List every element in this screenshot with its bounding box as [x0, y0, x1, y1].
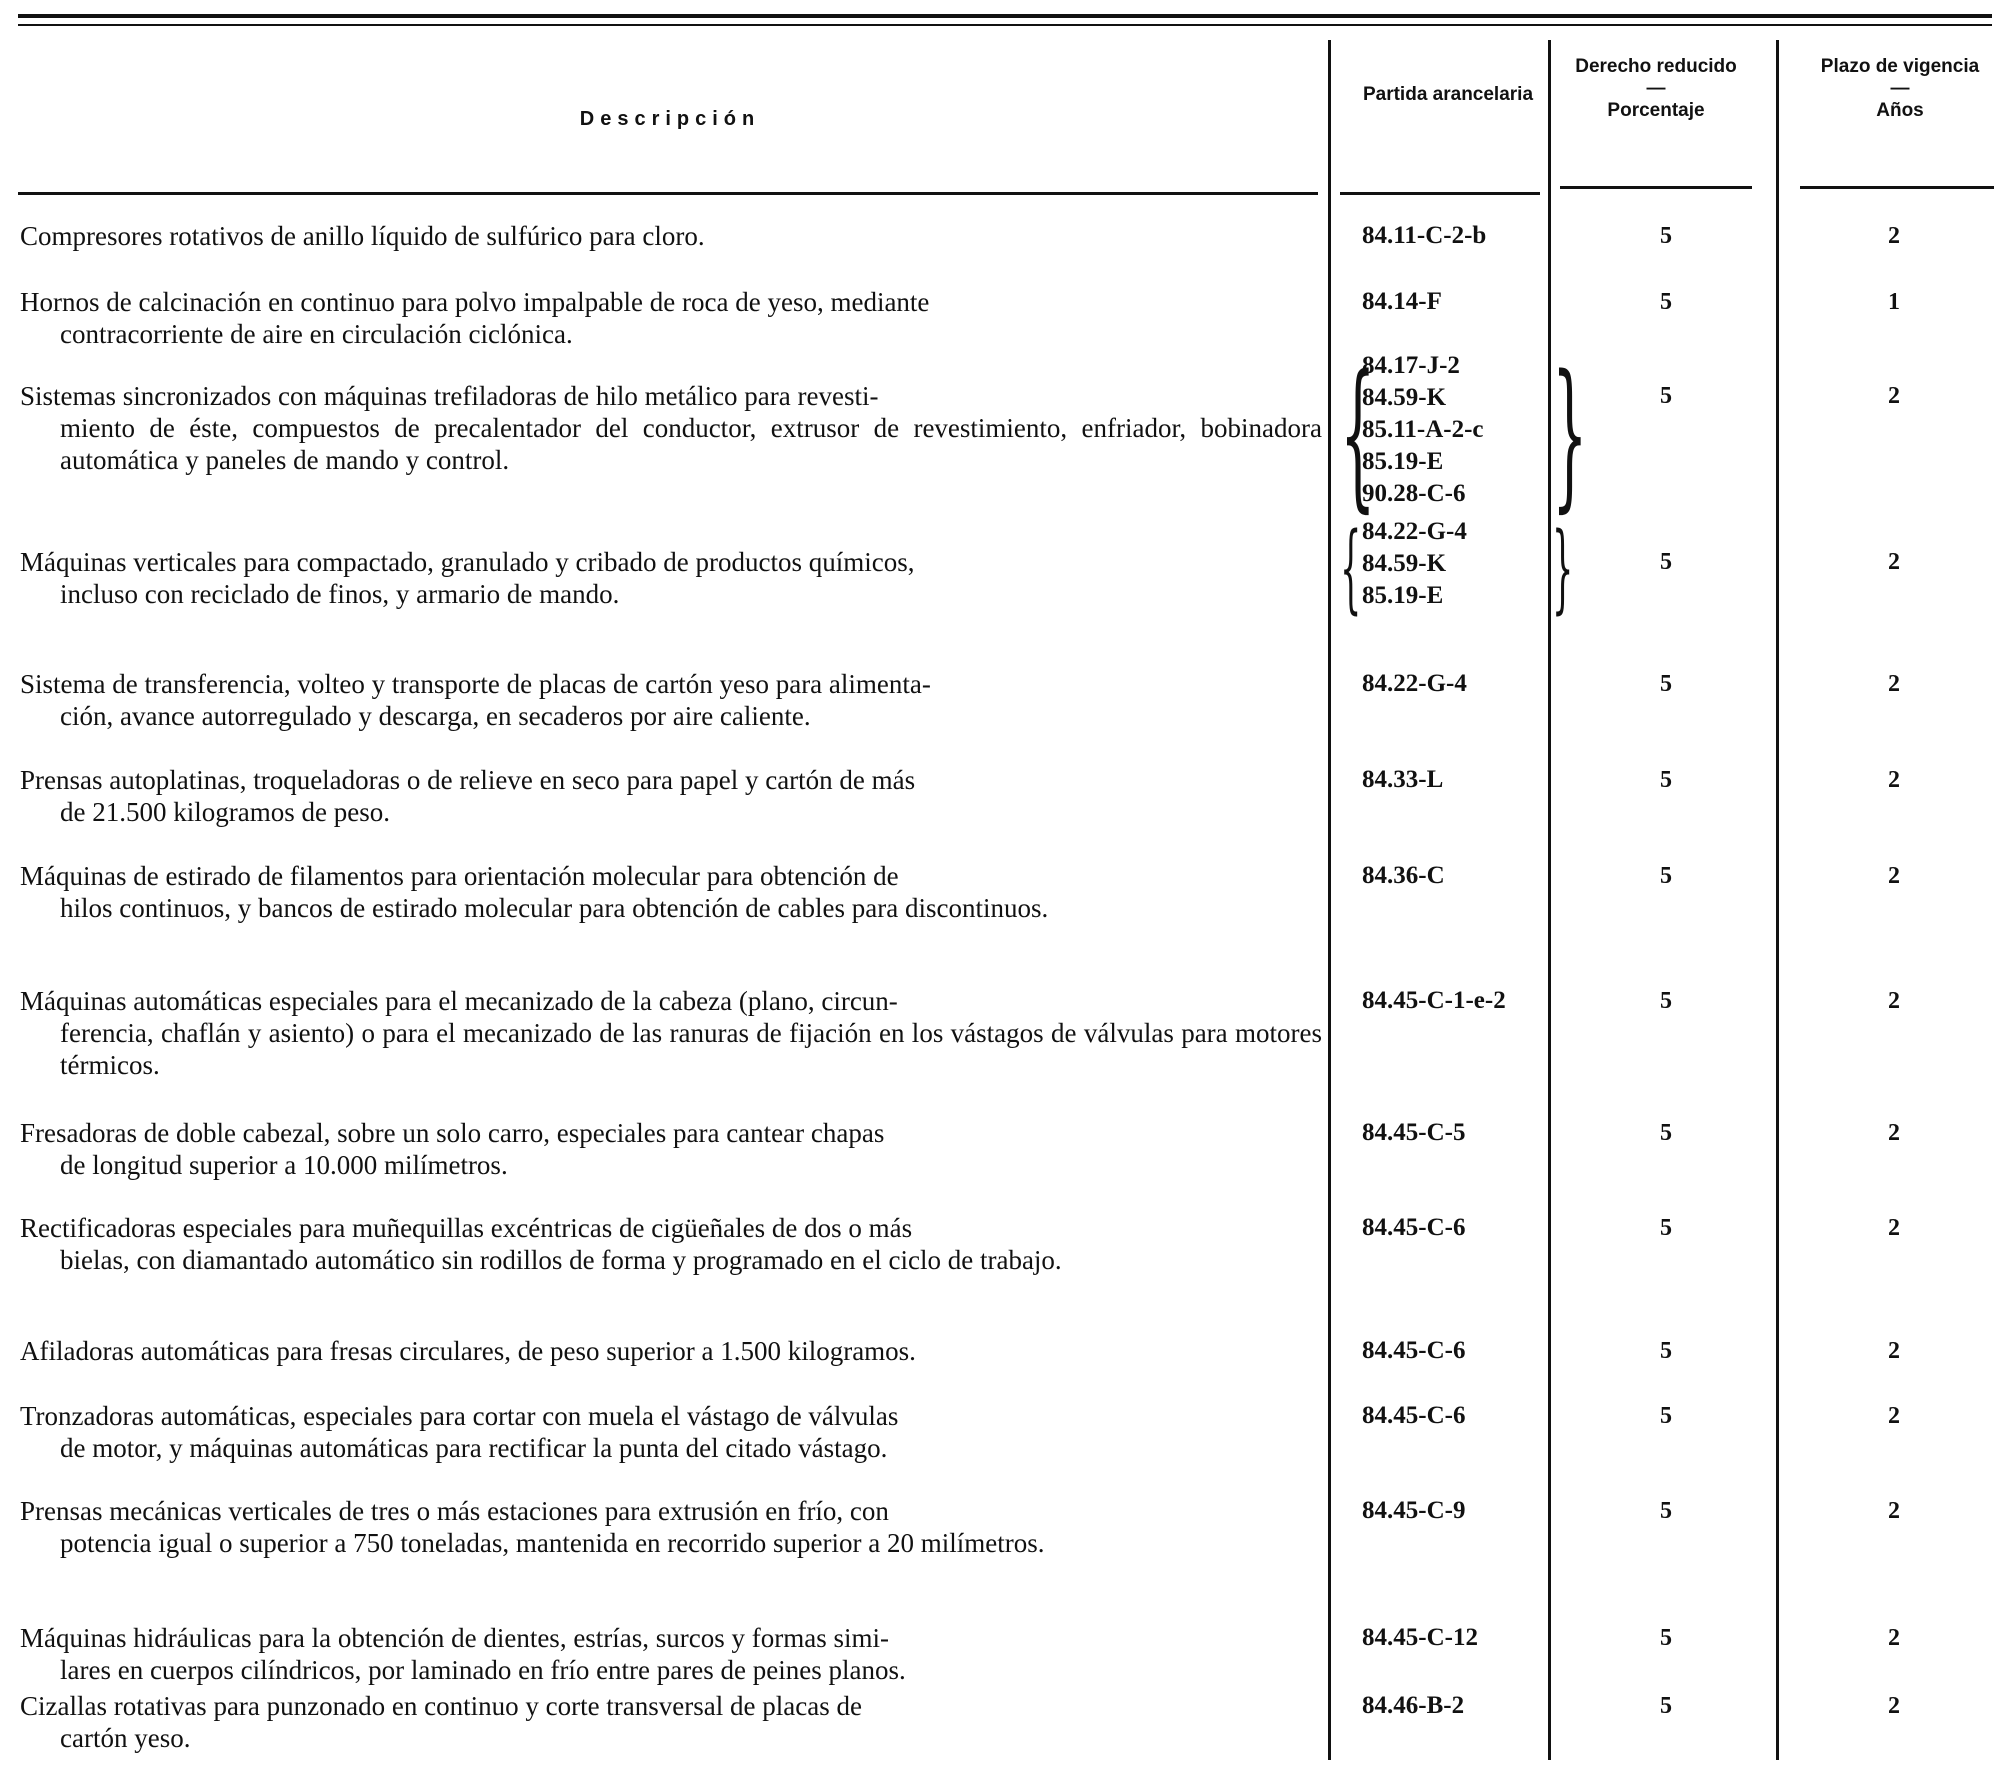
row-description-continuation: incluso con reciclado de finos, y armario de mando.	[60, 579, 620, 609]
row-partida	[1362, 286, 1552, 318]
row-description	[20, 764, 1322, 828]
row-description-continuation: ción, avance autorregulado y descarga, en secaderos por aire caliente.	[60, 701, 811, 731]
column-divider-1	[1328, 40, 1331, 1760]
row-description	[20, 1690, 1322, 1754]
row-description	[20, 860, 1322, 924]
row-derecho: 5	[1660, 1693, 1672, 1719]
row-description-line1: Tronzadoras automáticas, especiales para cortar con muela el vástago de válvulas	[20, 1401, 899, 1431]
row-derecho: 5	[1660, 767, 1672, 793]
row-description-line1: Cizallas rotativas para punzonado en continuo y corte transversal de placas de	[20, 1691, 862, 1721]
row-description	[20, 1622, 1322, 1686]
partida-code: 84.45-C-6	[1362, 1214, 1466, 1241]
partida-code: 85.11-A-2-c	[1362, 416, 1484, 443]
header-underline-plazo	[1800, 186, 1994, 189]
row-partida	[1362, 1212, 1552, 1244]
row-plazo: 2	[1888, 1498, 1900, 1524]
top-double-rule-thick	[18, 14, 1992, 18]
row-partida	[1362, 1495, 1552, 1527]
row-description-line1: Prensas mecánicas verticales de tres o más estaciones para extrusión en frío, con	[20, 1496, 889, 1526]
right-brace-icon: }	[1552, 340, 1588, 527]
header-underline-partida	[1340, 192, 1540, 195]
header-derecho-dash: —	[1646, 78, 1666, 99]
row-derecho: 5	[1660, 863, 1672, 889]
row-plazo: 2	[1888, 223, 1900, 249]
partida-code: 84.36-C	[1362, 862, 1445, 889]
row-description-line1: Máquinas de estirado de filamentos para orientación molecular para obtención de	[20, 861, 899, 891]
row-partida	[1362, 220, 1552, 252]
row-partida	[1362, 1690, 1552, 1722]
row-partida	[1362, 860, 1552, 892]
row-description-line1: Máquinas hidráulicas para la obtención de dientes, estrías, surcos y formas simi-	[20, 1623, 890, 1653]
row-description	[20, 220, 1322, 252]
header-underline-derecho	[1560, 186, 1752, 189]
row-derecho: 5	[1660, 1120, 1672, 1146]
header-partida: Partida arancelaria	[1362, 84, 1534, 105]
right-brace-icon: }	[1552, 512, 1574, 624]
row-partida	[1362, 764, 1552, 796]
row-description	[20, 286, 1322, 350]
partida-code: 90.28-C-6	[1362, 480, 1466, 507]
partida-code: 85.19-E	[1362, 582, 1444, 609]
row-plazo: 2	[1888, 383, 1900, 409]
row-description-continuation: de motor, y máquinas automáticas para rectificar la punta del citado vástago.	[60, 1433, 888, 1463]
row-derecho: 5	[1660, 289, 1672, 315]
partida-code: 84.33-L	[1362, 766, 1444, 793]
row-description-line1: Máquinas verticales para compactado, granulado y cribado de productos químicos,	[20, 547, 915, 577]
partida-code: 84.11-C-2-b	[1362, 222, 1487, 249]
row-partida	[1362, 1335, 1552, 1367]
partida-code: 84.22-G-4	[1362, 518, 1467, 545]
row-description-line1: Sistema de transferencia, volteo y transporte de placas de cartón yeso para alimenta-	[20, 669, 931, 699]
header-derecho-top: Derecho reducido	[1575, 56, 1737, 77]
partida-code: 84.45-C-9	[1362, 1497, 1466, 1524]
row-derecho: 5	[1660, 988, 1672, 1014]
row-derecho: 5	[1660, 223, 1672, 249]
row-plazo: 1	[1888, 289, 1900, 315]
row-description-line1: Compresores rotativos de anillo líquido de sulfúrico para cloro.	[20, 221, 705, 251]
row-description-continuation: de 21.500 kilogramos de peso.	[60, 797, 390, 827]
partida-code: 84.45-C-6	[1362, 1337, 1466, 1364]
row-derecho: 5	[1660, 1338, 1672, 1364]
header-plazo	[1800, 56, 2000, 122]
row-plazo: 2	[1888, 549, 1900, 575]
row-description	[20, 1495, 1322, 1559]
row-partida	[1362, 350, 1552, 510]
row-derecho: 5	[1660, 1498, 1672, 1524]
row-plazo: 2	[1888, 1403, 1900, 1429]
row-plazo: 2	[1888, 767, 1900, 793]
row-plazo: 2	[1888, 1338, 1900, 1364]
row-description-continuation: cartón yeso.	[60, 1723, 191, 1753]
header-plazo-dash: —	[1890, 78, 1910, 99]
column-divider-3	[1776, 40, 1779, 1760]
row-partida	[1362, 1400, 1552, 1432]
row-plazo: 2	[1888, 1693, 1900, 1719]
partida-code: 84.59-K	[1362, 550, 1447, 577]
row-derecho: 5	[1660, 1215, 1672, 1241]
row-partida	[1362, 985, 1552, 1017]
header-plazo-bottom: Años	[1876, 100, 1924, 121]
row-plazo: 2	[1888, 671, 1900, 697]
partida-code: 84.17-J-2	[1362, 352, 1460, 379]
partida-code: 84.46-B-2	[1362, 1692, 1465, 1719]
row-description	[20, 380, 1322, 476]
row-description-continuation: lares en cuerpos cilíndricos, por laminado en frío entre pares de peines planos.	[60, 1655, 906, 1685]
row-derecho: 5	[1660, 671, 1672, 697]
row-description-continuation: miento de éste, compuestos de precalentador del conductor, extrusor de revestimiento, enfriador, bobinadora automática y paneles de mando y control.	[60, 413, 1322, 475]
row-description-line1: Prensas autoplatinas, troqueladoras o de relieve en seco para papel y cartón de más	[20, 765, 916, 795]
row-derecho: 5	[1660, 1625, 1672, 1651]
partida-code: 84.45-C-5	[1362, 1119, 1466, 1146]
row-description-line1: Sistemas sincronizados con máquinas trefiladoras de hilo metálico para revesti-	[20, 381, 879, 411]
row-plazo: 2	[1888, 988, 1900, 1014]
row-description-continuation: bielas, con diamantado automático sin rodillos de forma y programado en el ciclo de trabajo.	[60, 1245, 1062, 1275]
partida-code: 84.45-C-12	[1362, 1624, 1478, 1651]
row-description-continuation: potencia igual o superior a 750 toneladas, mantenida en recorrido superior a 20 milímetros.	[60, 1528, 1045, 1558]
partida-code: 84.22-G-4	[1362, 670, 1467, 697]
row-description-continuation: ferencia, chaflán y asiento) o para el mecanizado de las ranuras de fijación en los vástagos de válvulas para motores térmicos.	[60, 1018, 1322, 1080]
row-description-line1: Afiladoras automáticas para fresas circulares, de peso superior a 1.500 kilogramos.	[20, 1336, 916, 1366]
row-description	[20, 1400, 1322, 1464]
row-derecho: 5	[1660, 549, 1672, 575]
row-partida	[1362, 1117, 1552, 1149]
row-partida	[1362, 1622, 1552, 1654]
row-plazo: 2	[1888, 1625, 1900, 1651]
partida-code: 84.59-K	[1362, 384, 1447, 411]
row-description-line1: Máquinas automáticas especiales para el mecanizado de la cabeza (plano, circun-	[20, 986, 898, 1016]
row-plazo: 2	[1888, 1215, 1900, 1241]
row-description-continuation: de longitud superior a 10.000 milímetros.	[60, 1150, 508, 1180]
row-derecho: 5	[1660, 383, 1672, 409]
row-description	[20, 1212, 1322, 1276]
partida-code: 84.45-C-6	[1362, 1402, 1466, 1429]
partida-code: 85.19-E	[1362, 448, 1444, 475]
row-description	[20, 1335, 1322, 1367]
row-description-line1: Hornos de calcinación en continuo para polvo impalpable de roca de yeso, mediante	[20, 287, 930, 317]
header-derecho-bottom: Porcentaje	[1607, 100, 1705, 121]
row-partida	[1362, 668, 1552, 700]
row-description	[20, 1117, 1322, 1181]
top-double-rule-thin	[18, 24, 1992, 26]
partida-code: 84.14-F	[1362, 288, 1442, 315]
row-description	[20, 668, 1322, 732]
row-plazo: 2	[1888, 863, 1900, 889]
row-description-continuation: hilos continuos, y bancos de estirado molecular para obtención de cables para discontinuos.	[60, 893, 1049, 923]
row-partida	[1362, 516, 1552, 612]
header-plazo-top: Plazo de vigencia	[1820, 56, 1980, 77]
row-derecho: 5	[1660, 1403, 1672, 1429]
left-brace-icon: {	[1340, 340, 1376, 527]
row-description-line1: Rectificadoras especiales para muñequillas excéntricas de cigüeñales de dos o más	[20, 1213, 913, 1243]
partida-code: 84.45-C-1-e-2	[1362, 987, 1506, 1014]
header-descripcion: Descripción	[579, 108, 761, 130]
header-derecho	[1556, 56, 1756, 122]
row-description	[20, 985, 1322, 1081]
row-plazo: 2	[1888, 1120, 1900, 1146]
header-underline-descripcion	[18, 192, 1318, 195]
row-description-line1: Fresadoras de doble cabezal, sobre un solo carro, especiales para cantear chapas	[20, 1118, 885, 1148]
left-brace-icon: {	[1340, 512, 1362, 624]
row-description	[20, 546, 1322, 610]
row-description-continuation: contracorriente de aire en circulación ciclónica.	[60, 319, 573, 349]
